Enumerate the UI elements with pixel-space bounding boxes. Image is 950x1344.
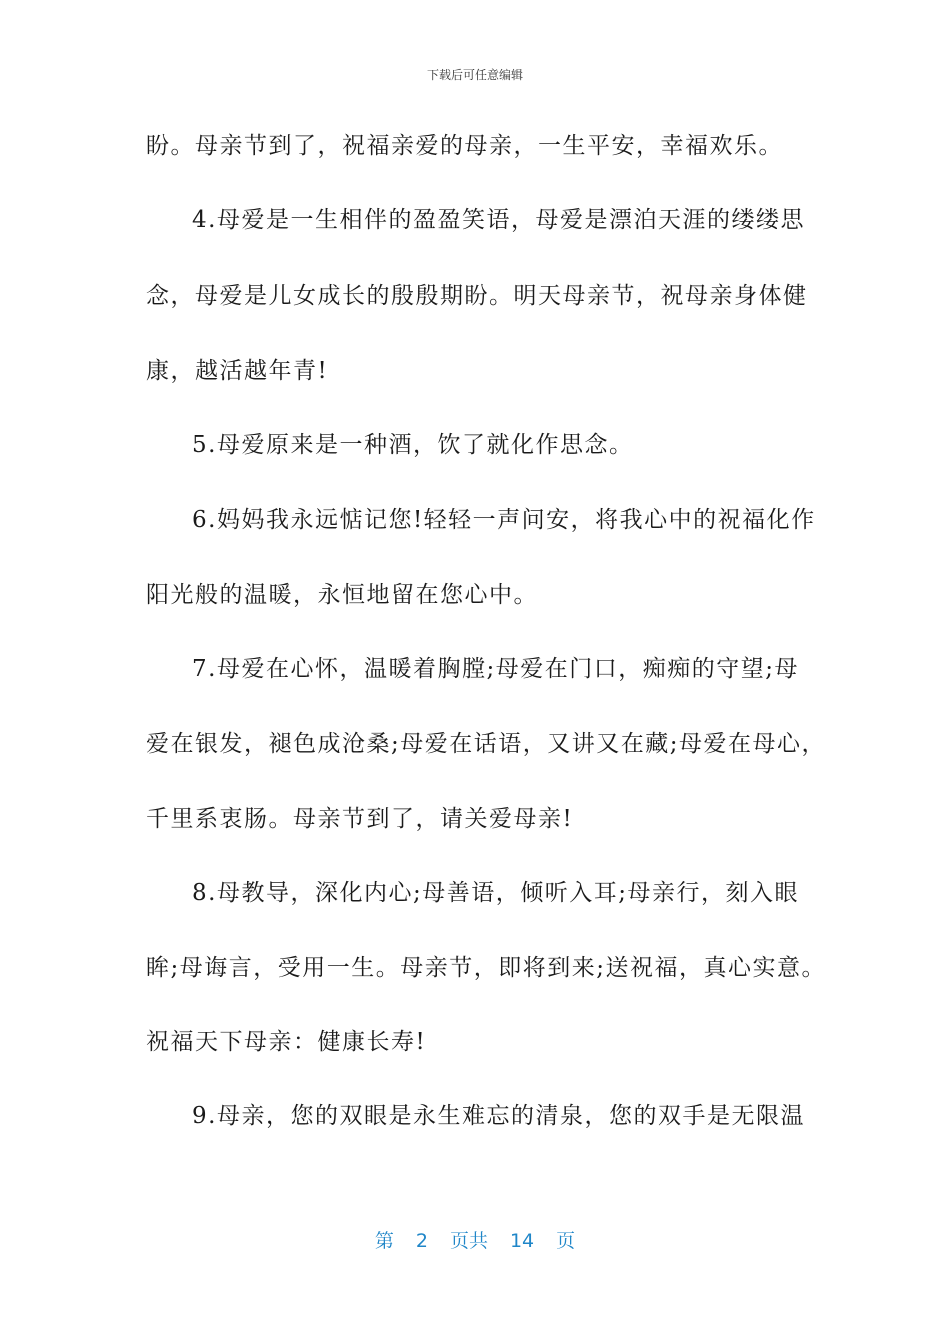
- text-line: 7.母爱在心怀，温暖着胸膛;母爱在门口，痴痴的守望;母: [192, 656, 799, 682]
- text-line: 盼。母亲节到了，祝福亲爱的母亲，一生平安，幸福欢乐。: [146, 133, 783, 159]
- total-pages-number: 14: [509, 1230, 535, 1252]
- text-line: 爱在银发，褪色成沧桑;母爱在话语，又讲又在藏;母爱在母心，: [146, 731, 826, 757]
- footer-prefix: 第: [374, 1230, 394, 1252]
- current-page-number: 2: [415, 1230, 428, 1252]
- footer-middle: 页共: [449, 1230, 488, 1252]
- text-line: 5.母爱原来是一种酒，饮了就化作思念。: [192, 432, 634, 458]
- page-header: 下载后可任意编辑: [426, 68, 523, 82]
- footer-suffix: 页: [556, 1230, 576, 1252]
- text-line: 9.母亲，您的双眼是永生难忘的清泉，您的双手是无限温: [192, 1103, 805, 1129]
- text-line: 念，母爱是儿女成长的殷殷期盼。明天母亲节，祝母亲身体健: [146, 283, 808, 309]
- text-line: 祝福天下母亲：健康长寿!: [146, 1029, 427, 1055]
- text-line: 千里系衷肠。母亲节到了，请关爱母亲!: [146, 806, 574, 832]
- text-line: 4.母爱是一生相伴的盈盈笑语，母爱是漂泊天涯的缕缕思: [192, 207, 805, 233]
- text-line: 眸;母诲言，受用一生。母亲节，即将到来;送祝福，真心实意。: [146, 955, 826, 981]
- text-line: 康，越活越年青!: [146, 358, 329, 384]
- page-footer: [0, 1226, 950, 1253]
- text-line: 阳光般的温暖，永恒地留在您心中。: [146, 582, 538, 608]
- text-line: 8.母教导，深化内心;母善语，倾听入耳;母亲行，刻入眼: [192, 880, 799, 906]
- text-line: 6.妈妈我永远惦记您!轻轻一声问安，将我心中的祝福化作: [192, 507, 816, 533]
